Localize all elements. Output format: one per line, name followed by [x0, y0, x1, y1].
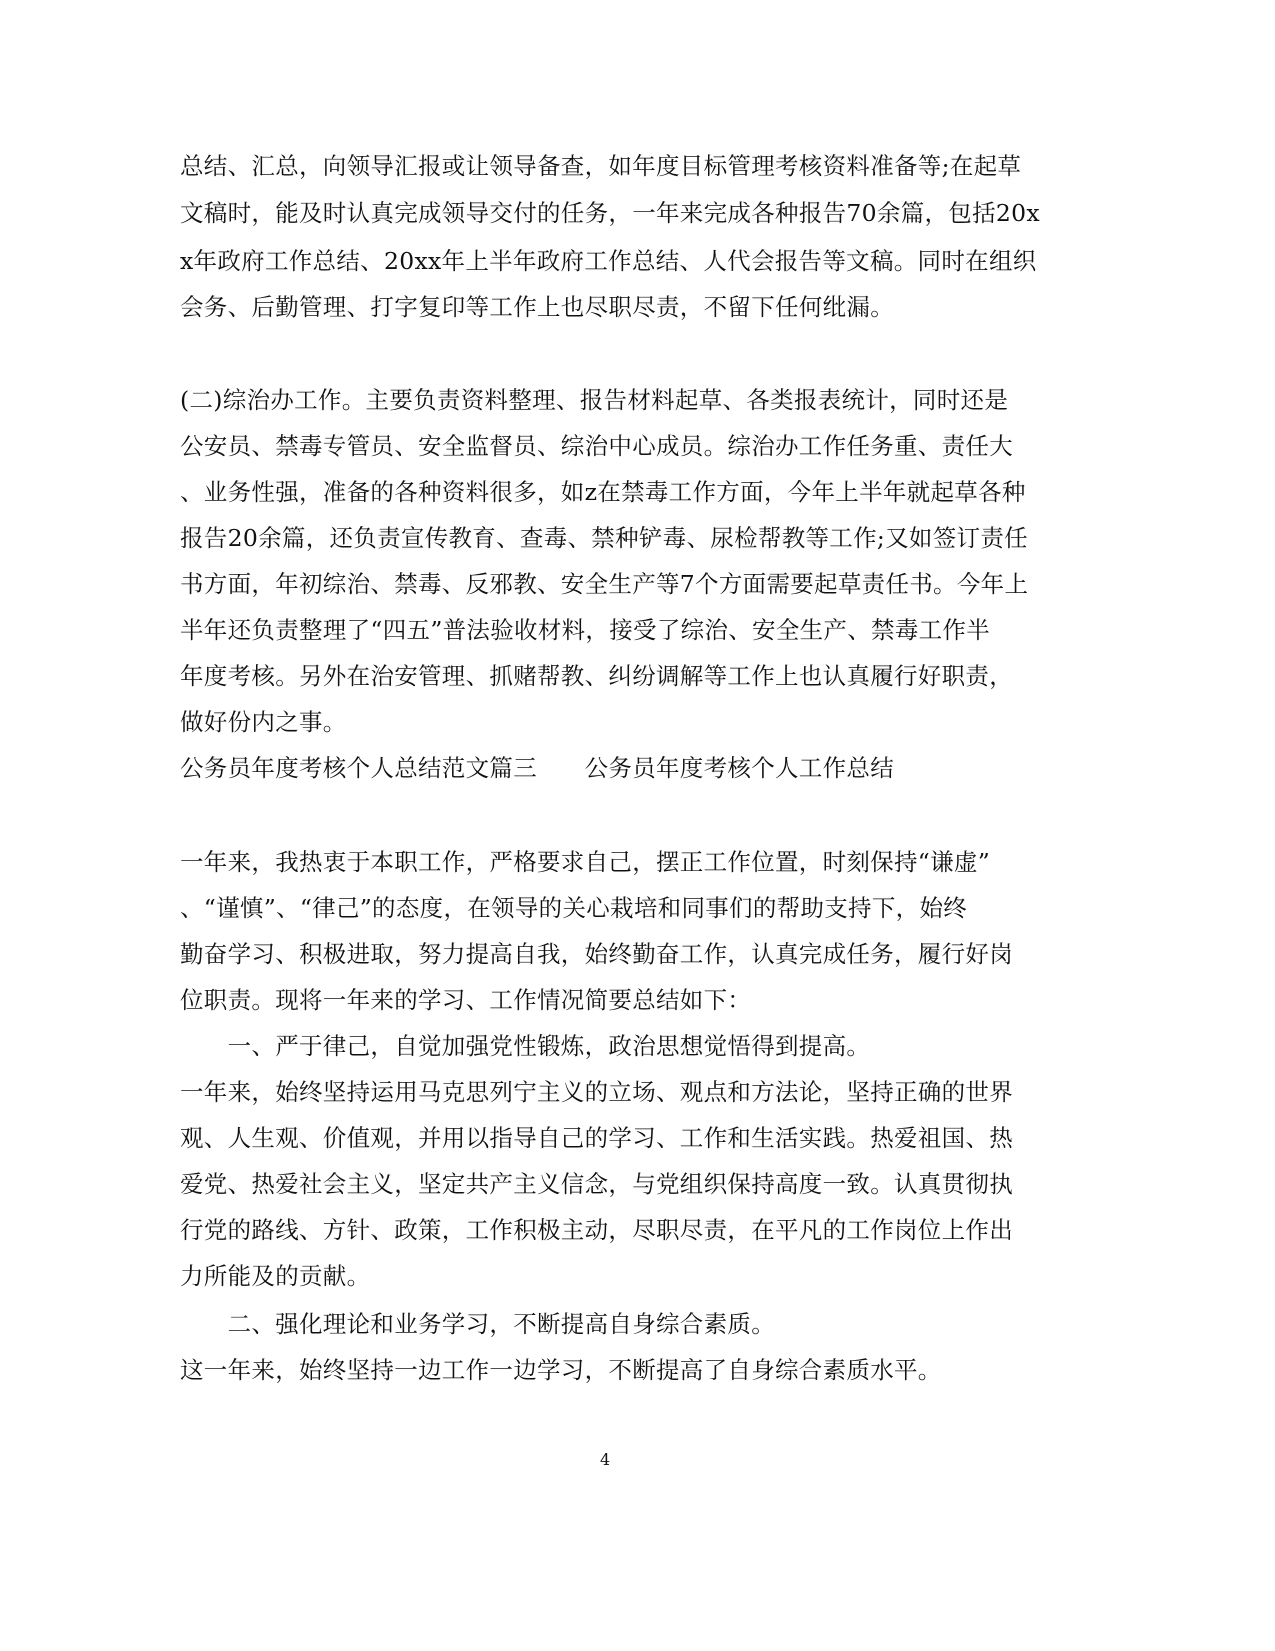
section-heading-line: 一、严于律己，自觉加强党性锻炼，政治思想觉悟得到提高。: [180, 1032, 871, 1060]
section-heading-line: 二、强化理论和业务学习，不断提高自身综合素质。: [180, 1310, 775, 1338]
text-line: 公安员、禁毒专管员、安全监督员、综治中心成员。综治办工作任务重、责任大: [180, 432, 1013, 460]
page-number: 4: [600, 1450, 611, 1469]
text-line: x年政府工作总结、20xx年上半年政府工作总结、人代会报告等文稿。同时在组织: [180, 247, 1037, 275]
text-line: 力所能及的贡献。: [180, 1262, 371, 1290]
text-line: 这一年来，始终坚持一边工作一边学习，不断提高了自身综合素质水平。: [180, 1356, 942, 1384]
section-heading-line: (二)综治办工作。主要负责资料整理、报告材料起草、各类报表统计，同时还是: [180, 386, 1009, 414]
text-line: 年度考核。另外在治安管理、抓赌帮教、纠纷调解等工作上也认真履行好职责，: [180, 662, 1013, 690]
text-line: 爱党、热爱社会主义，坚定共产主义信念，与党组织保持高度一致。认真贯彻执: [180, 1170, 1013, 1198]
text-line: 行党的路线、方针、政策，工作积极主动，尽职尽责，在平凡的工作岗位上作出: [180, 1216, 1013, 1244]
text-line: 书方面，年初综治、禁毒、反邪教、安全生产等7个方面需要起草责任书。今年上: [180, 570, 1029, 598]
text-line: 做好份内之事。: [180, 708, 347, 736]
text-line: 会务、后勤管理、打字复印等工作上也尽职尽责，不留下任何纰漏。: [180, 293, 894, 321]
text-line: 观、人生观、价值观，并用以指导自己的学习、工作和生活实践。热爱祖国、热: [180, 1124, 1013, 1152]
article-title: 公务员年度考核个人总结范文篇三 公务员年度考核个人工作总结: [180, 754, 894, 782]
text-line: 半年还负责整理了“四五”普法验收材料，接受了综治、安全生产、禁毒工作半: [180, 616, 991, 644]
text-line: 勤奋学习、积极进取，努力提高自我，始终勤奋工作，认真完成任务，履行好岗: [180, 940, 1013, 968]
text-line: 报告20余篇，还负责宣传教育、查毒、禁种铲毒、尿检帮教等工作;又如签订责任: [180, 524, 1028, 552]
text-line: 一年来，始终坚持运用马克思列宁主义的立场、观点和方法论，坚持正确的世界: [180, 1078, 1013, 1106]
text-line: 位职责。现将一年来的学习、工作情况简要总结如下：: [180, 986, 752, 1014]
text-line: 一年来，我热衷于本职工作，严格要求自己，摆正工作位置，时刻保持“谦虚”: [180, 848, 991, 876]
text-line: 、业务性强，准备的各种资料很多，如z在禁毒工作方面，今年上半年就起草各种: [180, 478, 1026, 506]
text-line: 总结、汇总，向领导汇报或让领导备查，如年度目标管理考核资料准备等;在起草: [180, 152, 1022, 180]
text-line: 文稿时，能及时认真完成领导交付的任务，一年来完成各种报告70余篇，包括20x: [180, 199, 1040, 227]
text-line: 、“谨慎”、“律己”的态度，在领导的关心栽培和同事们的帮助支持下，始终: [180, 894, 968, 922]
